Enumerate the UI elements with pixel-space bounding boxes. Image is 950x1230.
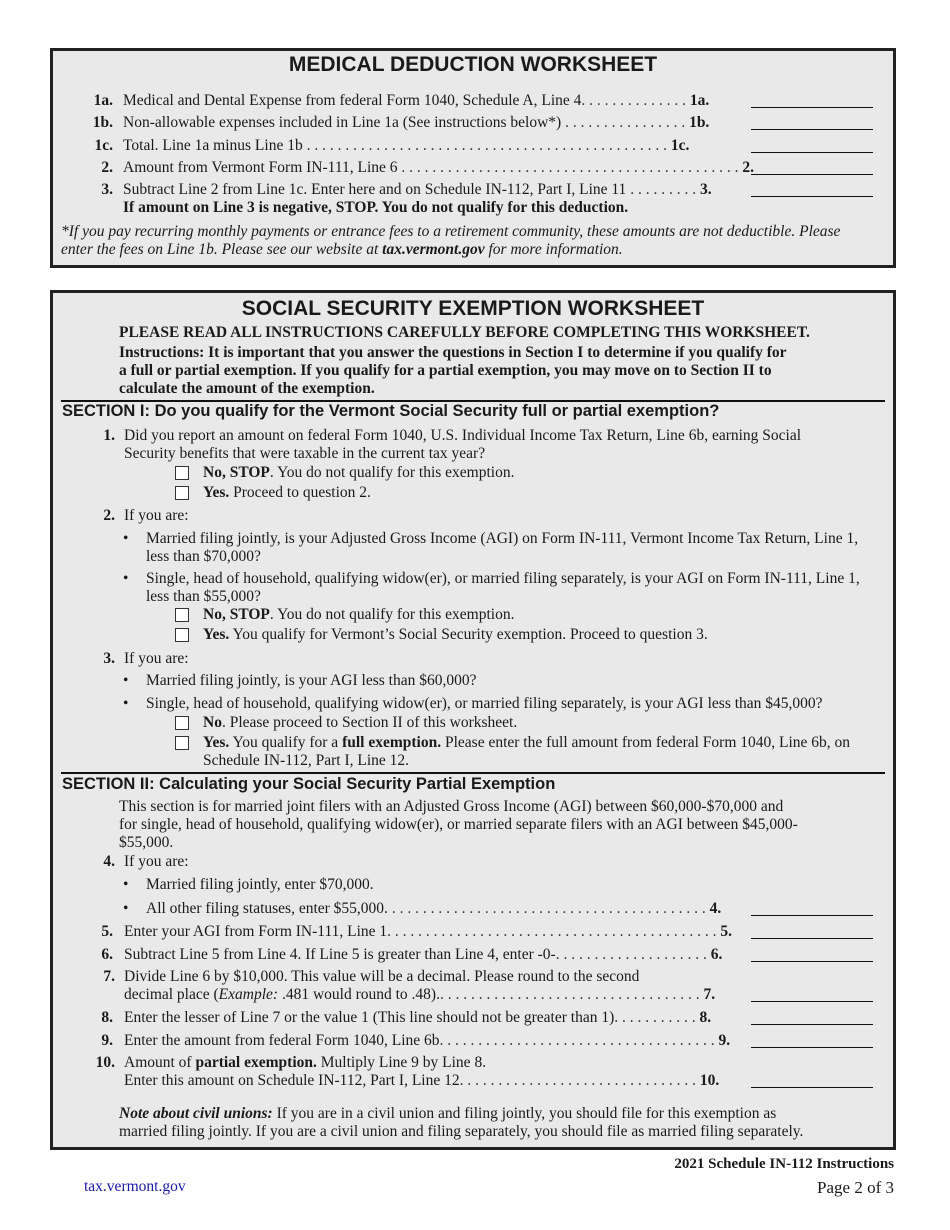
line-text: Enter this amount on Schedule IN-112, Part I, Line 12. . . . . . . . . . . . . . . . . . . . . . . . . . . . . . . 10. xyxy=(124,1072,720,1089)
amount-field-1b[interactable] xyxy=(751,113,873,130)
medical-line-2 xyxy=(53,158,893,180)
website-link[interactable]: tax.vermont.gov xyxy=(84,1178,186,1195)
negative-stop-note: If amount on Line 3 is negative, STOP. You do not qualify for this deduction. xyxy=(123,199,629,216)
line-10-number: 10. xyxy=(95,1054,115,1071)
line-7-continued xyxy=(53,985,893,1007)
line-text: Enter the lesser of Line 7 or the value 1 (This line should not be greater than 1). . . . . . . . . . . 8. xyxy=(124,1009,712,1026)
social-security-worksheet xyxy=(50,290,896,1150)
medical-worksheet-title: MEDICAL DEDUCTION WORKSHEET xyxy=(288,53,658,76)
amount-field-4[interactable] xyxy=(751,899,873,916)
line-5 xyxy=(53,922,893,944)
line-9 xyxy=(53,1031,893,1053)
line-text: Non-allowable expenses included in Line 1a (See instructions below*) . . . . . . . . . . . . . . . . 1b. xyxy=(123,114,710,131)
line-number: 9. xyxy=(101,1032,113,1049)
line-text: Subtract Line 2 from Line 1c. Enter here and on Schedule IN-112, Part I, Line 11 . . . . . . . . . 3. xyxy=(123,181,712,198)
amount-field-1c[interactable] xyxy=(751,136,873,153)
line-7-number: 7. xyxy=(103,968,115,985)
question-1-number: 1. xyxy=(103,427,115,444)
page-number: Page 2 of 3 xyxy=(817,1178,894,1197)
schedule-title: 2021 Schedule IN-112 Instructions xyxy=(674,1156,894,1172)
question-1-text: Did you report an amount on federal Form 1040, U.S. Individual Income Tax Return, Line 6b, earning Social Security benefits that were taxable in the current tax year? xyxy=(124,427,802,462)
line-number: 3. xyxy=(101,181,113,198)
q2-no-checkbox[interactable] xyxy=(175,608,189,622)
line-4-other xyxy=(53,899,893,921)
question-3-number: 3. xyxy=(103,650,115,667)
q2-no-label: No, STOP. You do not qualify for this exemption. xyxy=(203,606,515,623)
q3-bullet-joint: Married filing jointly, is your AGI less than $60,000? xyxy=(146,672,477,689)
amount-field-9[interactable] xyxy=(751,1031,873,1048)
amount-field-8[interactable] xyxy=(751,1008,873,1025)
question-2-number: 2. xyxy=(103,507,115,524)
q3-no-checkbox[interactable] xyxy=(175,716,189,730)
amount-field-10[interactable] xyxy=(751,1071,873,1088)
q1-yes-checkbox[interactable] xyxy=(175,486,189,500)
line-10-text: Amount of partial exemption. Multiply Line 9 by Line 8. xyxy=(124,1054,487,1071)
q1-no-label: No, STOP. You do not qualify for this exemption. xyxy=(203,464,515,481)
line-text: Subtract Line 5 from Line 4. If Line 5 is greater than Line 4, enter -0-. . . . . . . . . . . . . . . . . . . . 6. xyxy=(124,946,723,963)
section-1-heading: SECTION I: Do you qualify for the Vermont Social Security full or partial exemption? xyxy=(62,402,720,420)
section-divider xyxy=(61,772,885,774)
line-8 xyxy=(53,1008,893,1030)
q3-yes-label: Yes. You qualify for a full exemption. Please enter the full amount from federal Form 1040, Line 6b, on Schedule IN-112, Part I, Line 12. xyxy=(203,734,851,769)
read-all-instructions: PLEASE READ ALL INSTRUCTIONS CAREFULLY BEFORE COMPLETING THIS WORKSHEET. xyxy=(119,324,810,341)
q1-yes-label: Yes. Proceed to question 2. xyxy=(203,484,371,501)
section-2-heading: SECTION II: Calculating your Social Security Partial Exemption xyxy=(62,775,556,793)
line-number: 1a. xyxy=(93,92,113,109)
line-text: Medical and Dental Expense from federal Form 1040, Schedule A, Line 4. . . . . . . . . . . . . . 1a. xyxy=(123,92,710,109)
question-3-intro: If you are: xyxy=(124,650,189,667)
q2-bullet-joint: Married filing jointly, is your Adjusted Gross Income (AGI) on Form IN-111, Vermont Income Tax Return, Line 1, less than $70,000? xyxy=(146,530,859,565)
bullet-icon: • xyxy=(123,695,129,712)
q3-yes-checkbox[interactable] xyxy=(175,736,189,750)
amount-field-2[interactable] xyxy=(751,158,873,175)
q3-no-label: No. Please proceed to Section II of this worksheet. xyxy=(203,714,518,731)
amount-field-7[interactable] xyxy=(751,985,873,1002)
bullet-icon: • xyxy=(123,900,129,917)
amount-field-3[interactable] xyxy=(751,180,873,197)
section-2-intro: This section is for married joint filers with an Adjusted Gross Income (AGI) between $60,000-$70,000 and for single, head of household, qualifying widow(er), or married separate filers with an AGI between $45,000- $55,000. xyxy=(119,798,798,851)
line-10-continued xyxy=(53,1071,893,1093)
line-number: 1b. xyxy=(92,114,113,131)
line-number: 6. xyxy=(101,946,113,963)
line-text: Enter the amount from federal Form 1040, Line 6b. . . . . . . . . . . . . . . . . . . . . . . . . . . . . . . . . . . . 9. xyxy=(124,1032,731,1049)
q3-bullet-single: Single, head of household, qualifying widow(er), or married filing separately, is your AGI less than $45,000? xyxy=(146,695,823,712)
bullet-icon: • xyxy=(123,876,129,893)
line-4-number: 4. xyxy=(103,853,115,870)
line-6 xyxy=(53,945,893,967)
line-text: Enter your AGI from Form IN-111, Line 1. . . . . . . . . . . . . . . . . . . . . . . . . . . . . . . . . . . . . . . . . . . 5. xyxy=(124,923,733,940)
q2-bullet-single: Single, head of household, qualifying widow(er), or married filing separately, is your AGI on Form IN-111, Line 1, less than $55,000? xyxy=(146,570,860,605)
line-number: 1c. xyxy=(94,137,113,154)
line-text: Total. Line 1a minus Line 1b . . . . . . . . . . . . . . . . . . . . . . . . . . . . . . . . . . . . . . . . . . . . . . . 1c. xyxy=(123,137,690,154)
amount-field-1a[interactable] xyxy=(751,91,873,108)
ss-worksheet-title: SOCIAL SECURITY EXEMPTION WORKSHEET xyxy=(241,297,705,320)
medical-deduction-worksheet xyxy=(50,48,896,268)
line-4-joint: Married filing jointly, enter $70,000. xyxy=(146,876,374,893)
medical-line-1a xyxy=(53,91,893,113)
line-7-text: Divide Line 6 by $10,000. This value will be a decimal. Please round to the second xyxy=(124,968,640,985)
retirement-footnote: *If you pay recurring monthly payments or entrance fees to a retirement community, these amounts are not deductible. Please enter the fees on Line 1b. Please see our website at tax.vermont.gov for more information. xyxy=(61,223,841,258)
bullet-icon: • xyxy=(123,570,129,587)
question-2-intro: If you are: xyxy=(124,507,189,524)
line-text: All other filing statuses, enter $55,000. . . . . . . . . . . . . . . . . . . . . . . . . . . . . . . . . . . . . . . . . . 4. xyxy=(146,900,722,917)
line-number: 5. xyxy=(101,923,113,940)
website-link[interactable]: tax.vermont.gov xyxy=(382,241,485,258)
medical-line-1b xyxy=(53,113,893,135)
bullet-icon: • xyxy=(123,530,129,547)
amount-field-6[interactable] xyxy=(751,945,873,962)
line-text: Amount from Vermont Form IN-111, Line 6 . . . . . . . . . . . . . . . . . . . . . . . . . . . . . . . . . . . . . . . . . . . . 2. xyxy=(123,159,755,176)
line-text: decimal place (Example: .481 would round to .48).. . . . . . . . . . . . . . . . . . . . . . . . . . . . . . . . . . 7. xyxy=(124,986,716,1003)
q1-no-checkbox[interactable] xyxy=(175,466,189,480)
amount-field-5[interactable] xyxy=(751,922,873,939)
line-number: 2. xyxy=(101,159,113,176)
bullet-icon: • xyxy=(123,672,129,689)
q2-yes-checkbox[interactable] xyxy=(175,628,189,642)
civil-union-note: Note about civil unions: If you are in a civil union and filing jointly, you should file for this exemption as married filing jointly. If you are a civil union and filing separately, you should file as married filing separately. xyxy=(119,1105,804,1140)
medical-line-1c xyxy=(53,136,893,158)
q2-yes-label: Yes. You qualify for Vermont’s Social Security exemption. Proceed to question 3. xyxy=(203,626,708,643)
line-number: 8. xyxy=(101,1009,113,1026)
line-4-intro: If you are: xyxy=(124,853,189,870)
instructions-text: Instructions: It is important that you answer the questions in Section I to determine if you qualify for a full or partial exemption. If you qualify for a partial exemption, you may move on to Section II to calculate the amount of the exemption. xyxy=(119,344,787,397)
